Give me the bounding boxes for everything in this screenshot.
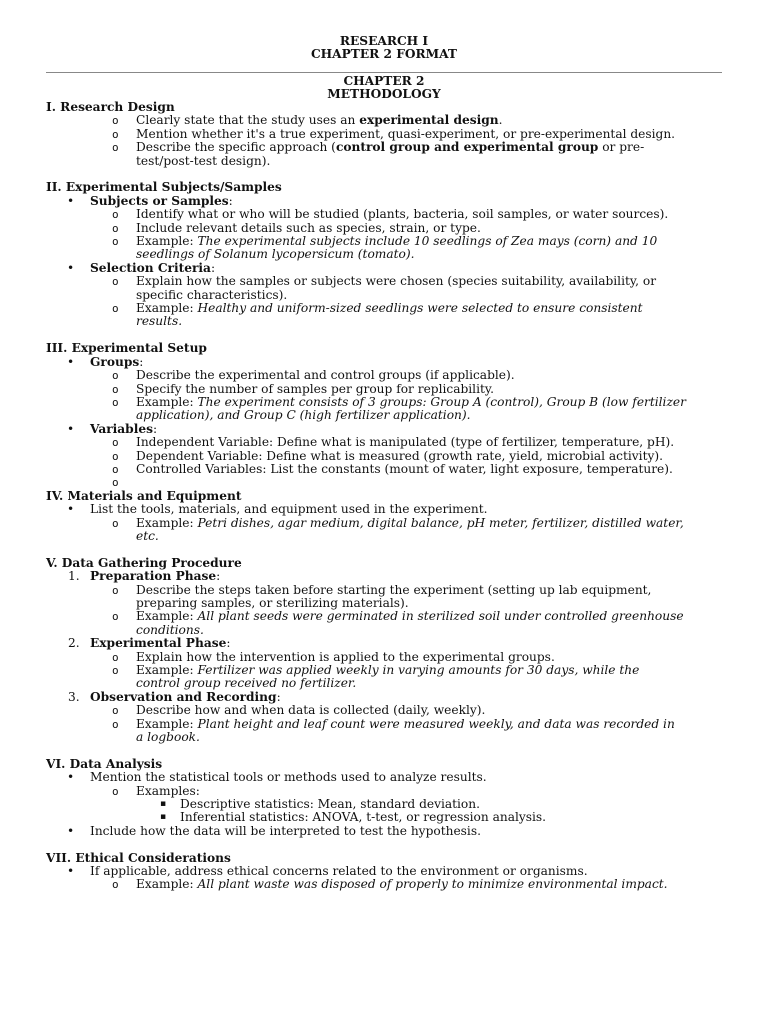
list-item: o Describe the steps taken before starting the experiment (setting up lab equipment, preparing samples, or sterilizing materials). [112,582,652,610]
circle-bullet-icon: o [112,878,119,892]
list-item: o Example: Plant height and leaf count were measured weekly, and data was recorded in a logbook. [112,716,675,745]
list-item: o Example: The experiment consists of 3 groups: Group A (control), Group B (low fertilizer application), and Group C (high fertilizer application). [112,394,686,423]
square-bullet-icon: ▪ [160,812,167,823]
circle-bullet-icon: o [112,395,119,409]
circle-bullet-icon: o [112,369,119,383]
list-item: • Subjects or Samples: [67,193,233,208]
list-item: o Examples: [112,783,200,798]
circle-bullet-icon: o [112,436,119,450]
circle-bullet-icon: o [112,208,119,222]
circle-bullet-icon: o [112,784,119,798]
document-body [46,101,726,892]
list-item: o Controlled Variables: List the constants (mount of water, light exposure, temperature). [112,461,673,476]
list-item: • Groups: [67,354,144,369]
circle-bullet-icon: o [112,583,119,597]
list-item: o Example: The experimental subjects include 10 seedlings of Zea mays (corn) and 10 seedlings of Solanum lycopersicum (tomato). [112,234,658,262]
list-item: o Example: All plant waste was disposed of properly to minimize environmental impact. [112,877,668,892]
circle-bullet-icon: o [112,717,119,731]
list-item [46,476,726,489]
section-heading: V. Data Gathering Procedure [46,555,242,570]
list-item: o Describe the experimental and control groups (if applicable). [112,368,515,383]
section-heading: III. Experimental Setup [46,341,207,356]
list-item: • Selection Criteria: [67,260,216,275]
bullet-icon: • [67,502,75,517]
numbered-item: 3. Observation and Recording: [68,689,281,704]
bullet-icon: • [67,193,75,208]
list-item: o Describe the specific approach (control group and experimental group or pre- test/post-test design). [112,140,645,168]
list-item: o Include relevant details such as species, strain, or type. [112,220,481,235]
circle-bullet-icon: o [112,516,119,530]
chapter-title [0,75,768,102]
list-item: o Example: Healthy and uniform-sized seedlings were selected to ensure consistent results. [112,301,643,329]
circle-bullet-icon: o [112,650,119,664]
section-heading: VII. Ethical Considerations [46,850,231,865]
section-heading: IV. Materials and Equipment [46,488,242,503]
list-item: o Identify what or who will be studied (plants, bacteria, soil samples, or water sources). [112,207,669,222]
bullet-icon: • [67,421,75,436]
bullet-icon: • [67,260,75,275]
bullet-icon: • [67,864,75,879]
section-heading: VI. Data Analysis [46,756,163,771]
circle-bullet-icon: o [112,462,119,476]
circle-bullet-icon: o [112,382,119,396]
list-item: o Example: Fertilizer was applied weekly in varying amounts for 30 days, while the control group received no fertilizer. [112,663,640,691]
circle-bullet-icon: o [112,664,119,678]
list-item: o Mention whether it's a true experiment, quasi-experiment, or pre-experimental design. [112,126,676,141]
header-line-1: RESEARCH I [339,34,429,48]
circle-bullet-icon: o [112,235,119,249]
circle-bullet-icon: o [112,610,119,624]
list-item: o Example: All plant seeds were germinated in sterilized soil under controlled greenhouse conditions. [112,609,684,637]
circle-bullet-icon: o [112,449,119,463]
document-header [0,35,768,62]
list-item: • Variables: [67,421,158,436]
list-item: o Dependent Variable: Define what is measured (growth rate, yield, microbial activity). [112,448,663,463]
section-heading: II. Experimental Subjects/Samples [46,180,282,195]
circle-bullet-icon: o [112,704,119,718]
numbered-item: 1. Preparation Phase: [68,569,221,584]
list-item: • If applicable, address ethical concerns related to the environment or organisms. [67,864,588,879]
list-item: • Include how the data will be interpreted to test the hypothesis. [67,823,481,838]
list-item: o Example: Petri dishes, agar medium, digital balance, pH meter, fertilizer, distilled water, etc. [112,515,684,543]
circle-bullet-icon: o [112,275,119,289]
number-marker: 1. [68,569,80,584]
bullet-icon: • [67,770,75,785]
circle-bullet-icon: o [112,114,119,128]
list-item: ▪ Descriptive statistics: Mean, standard deviation. [160,797,480,812]
number-marker: 3. [68,689,80,704]
chapter-name: METHODOLOGY [327,87,441,102]
chapter-number: CHAPTER 2 [343,74,425,88]
list-item: o Specify the number of samples per group for replicability. [112,381,495,396]
circle-bullet-icon: o [112,221,119,235]
circle-bullet-icon: o [112,476,119,490]
list-item: o Explain how the samples or subjects were chosen (species suitability, availability, or specific characteristics). [112,274,657,302]
section-heading: I. Research Design [46,100,175,114]
header-divider [46,72,722,73]
list-item: o Independent Variable: Define what is manipulated (type of fertilizer, temperature, pH). [112,435,675,450]
circle-bullet-icon: o [112,302,119,316]
list-item: o Clearly state that the study uses an experimental design. [112,113,503,128]
numbered-item: 2. Experimental Phase: [68,636,231,651]
list-item: • List the tools, materials, and equipment used in the experiment. [67,502,488,517]
bullet-icon: • [67,823,75,838]
bullet-icon: • [67,354,75,369]
list-item: ▪ Inferential statistics: ANOVA, t-test, or regression analysis. [160,810,547,825]
number-marker: 2. [68,636,80,651]
circle-bullet-icon: o [112,127,119,141]
list-item: • Mention the statistical tools or methods used to analyze results. [67,770,487,785]
list-item: o Describe how and when data is collected (daily, weekly). [112,703,486,718]
header-line-2: CHAPTER 2 FORMAT [310,47,458,62]
list-item: o Explain how the intervention is applied to the experimental groups. [112,649,555,664]
square-bullet-icon: ▪ [160,799,167,810]
circle-bullet-icon: o [112,141,119,155]
